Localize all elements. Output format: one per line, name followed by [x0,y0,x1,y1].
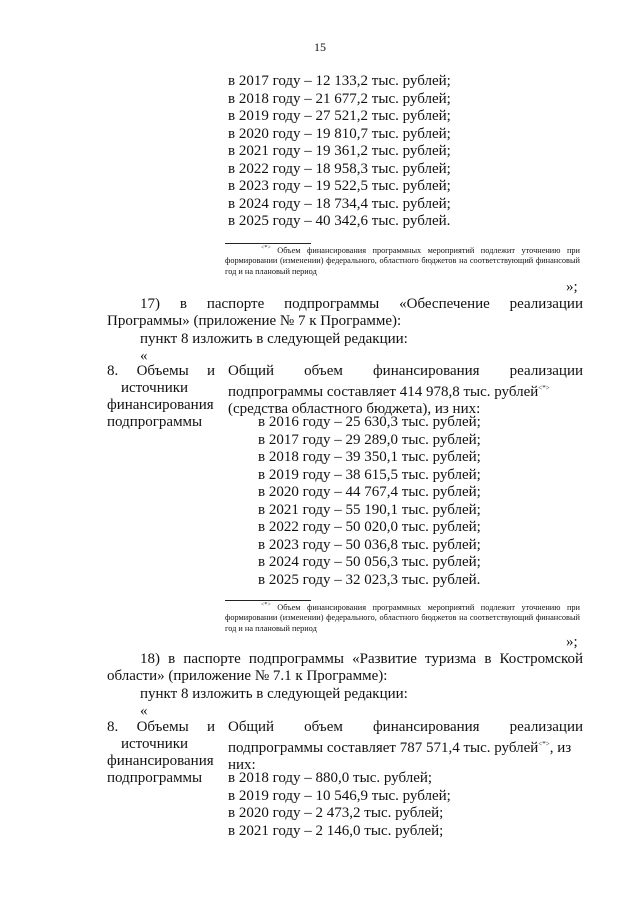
item-17-right-column [228,363,583,418]
left-col-line: источники [121,736,189,752]
top-year-list [228,73,451,231]
left-col-line: финансирования [107,397,214,413]
list-item: в 2023 году – 19 522,5 тыс. рублей; [228,178,451,194]
list-item: в 2023 году – 50 036,8 тыс. рублей; [258,536,481,553]
item-18-instruction [107,686,583,703]
list-item: в 2020 году – 2 473,2 тыс. рублей; [228,805,444,821]
item-18-heading-line1 [107,651,583,668]
list-item: в 2025 году – 32 023,3 тыс. рублей. [258,571,481,588]
list-item: в 2020 году – 44 767,4 тыс. рублей; [258,484,481,500]
list-item: в 2024 году – 50 056,3 тыс. рублей; [258,554,481,570]
closing-quote: »; [566,634,578,650]
list-item: в 2019 году – 10 546,9 тыс. рублей; [228,787,451,804]
list-item: в 2017 году – 29 289,0 тыс. рублей; [258,431,481,448]
footnote-text: Объем финансирования программных мероприятий подлежит уточнению при формировании (изменении) федерального, областного бюджетов на соответствующий финансовый год и на плановый период [225,245,580,276]
left-col-line: источники [121,380,189,396]
list-item: в 2020 году – 19 810,7 тыс. рублей; [228,125,451,142]
list-item: в 2017 году – 12 133,2 тыс. рублей; [228,73,451,89]
footnote-mark: <*> [261,602,271,608]
list-item: в 2024 году – 18 734,4 тыс. рублей; [228,195,451,212]
left-col-line: подпрограммы [107,770,203,786]
item-17-instruction [107,331,583,348]
right-intro-line [228,380,583,401]
footnote-mark: <*> [261,245,271,251]
list-item: в 2021 году – 19 361,2 тыс. рублей; [228,143,451,159]
closing-quote: »; [566,279,578,295]
left-col-line: финансирования [107,753,214,769]
item-17-heading-line2: Программы» (приложение № 7 к Программе): [107,313,402,329]
footnote-mark: <*> [538,740,550,748]
list-item: в 2019 году – 38 615,5 тыс. рублей; [258,466,481,483]
right-intro-text: подпрограммы составляет 787 571,4 тыс. рублей [228,740,539,756]
item-18-open-quote [107,703,583,720]
item-18-heading-line2: области» (приложение № 7.1 к Программе): [107,668,388,684]
right-intro-line: Общий объем финансирования реализации [228,719,583,735]
item-17-text: 17) в паспорте подпрограммы «Обеспечение реализации [140,296,583,312]
list-item: в 2018 году – 39 350,1 тыс. рублей; [258,449,481,465]
item-18-text: 18) в паспорте подпрограммы «Развитие туризма в Костромской [140,651,583,667]
list-item: в 2019 году – 27 521,2 тыс. рублей; [228,108,451,124]
page-number: 15 [314,40,326,54]
item-18-year-list [228,770,451,840]
item-17-left-column [107,363,215,431]
right-intro-line: (средства областного бюджета), из них: [228,401,481,417]
right-intro-line [228,736,583,757]
list-item: в 2022 году – 18 958,3 тыс. рублей; [228,160,451,177]
footnote-text: Объем финансирования программных мероприятий подлежит уточнению при формировании (изменении) федерального, областного бюджетов на соответствующий финансовый год и на плановый период [225,602,580,633]
list-item: в 2021 году – 55 190,1 тыс. рублей; [258,501,481,518]
list-item: в 2025 году – 40 342,6 тыс. рублей. [228,213,451,229]
instruction-text: пункт 8 изложить в следующей редакции: [140,331,408,347]
open-quote: « [140,348,148,364]
list-item: в 2018 году – 21 677,2 тыс. рублей; [228,90,451,107]
item-18-right-column [228,719,583,774]
left-col-line: 8. Объемы и [107,363,215,379]
right-intro-line: Общий объем финансирования реализации [228,363,583,379]
right-intro-text: подпрограммы составляет 414 978,8 тыс. рублей [228,384,539,400]
open-quote: « [140,703,148,719]
footnote-mark: <*> [538,384,550,392]
footnote [225,600,580,634]
item-18-left-column [107,719,215,787]
footnote [225,243,580,277]
list-item: в 2018 году – 880,0 тыс. рублей; [228,770,433,786]
instruction-text: пункт 8 изложить в следующей редакции: [140,686,408,702]
right-intro-line: них: [228,757,256,773]
list-item: в 2016 году – 25 630,3 тыс. рублей; [258,414,481,430]
item-17-heading-line1 [107,296,583,313]
left-col-line: 8. Объемы и [107,719,215,735]
right-intro-text: , из [549,740,572,756]
list-item: в 2022 году – 50 020,0 тыс. рублей; [258,519,481,535]
item-17-year-list [258,414,481,589]
list-item: в 2021 году – 2 146,0 тыс. рублей; [228,822,444,839]
left-col-line: подпрограммы [107,414,203,430]
